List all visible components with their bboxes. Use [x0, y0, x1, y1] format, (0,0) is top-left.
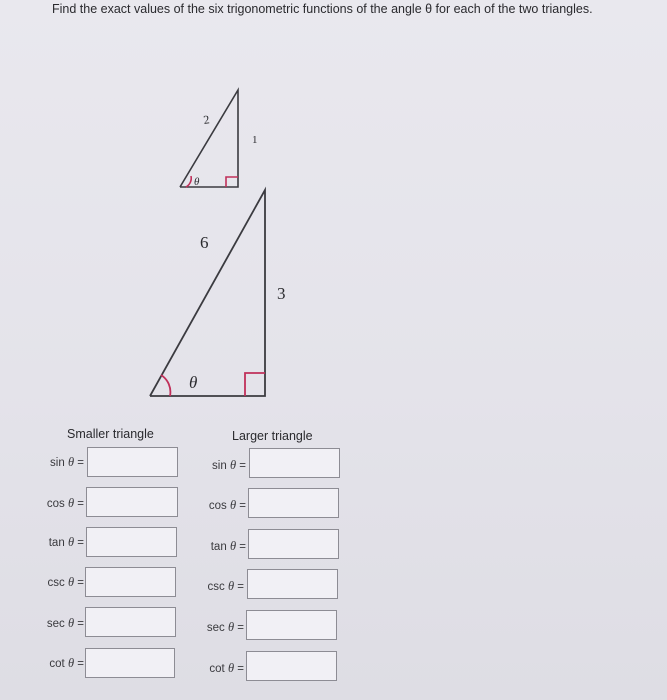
large-cos-label: cos θ =	[208, 498, 246, 512]
small-sec-label: sec θ =	[46, 616, 84, 630]
small-opposite-label: 1	[252, 134, 258, 146]
large-cot-label: cot θ =	[209, 661, 244, 675]
large-hypotenuse-label: 6	[200, 233, 209, 252]
large-sec-input[interactable]	[246, 610, 337, 640]
small-cot-input[interactable]	[85, 648, 175, 678]
small-angle-arc	[186, 176, 191, 187]
small-sin-input[interactable]	[87, 447, 178, 477]
large-angle-label: θ	[189, 373, 198, 392]
large-triangle	[150, 190, 286, 396]
small-angle-label: θ	[194, 176, 200, 188]
small-cos-input[interactable]	[86, 487, 178, 517]
large-cos-input[interactable]	[248, 488, 339, 518]
smaller-triangle-title: Smaller triangle	[67, 427, 154, 441]
small-triangle	[180, 90, 258, 188]
large-right-angle-mark	[245, 373, 265, 396]
small-hypotenuse-label: 2	[202, 112, 211, 127]
small-sec-input[interactable]	[85, 607, 176, 637]
large-sin-label: sin θ =	[212, 458, 246, 472]
large-triangle-outline	[150, 190, 265, 396]
small-cos-label: cos θ =	[46, 496, 84, 510]
small-csc-label: csc θ =	[47, 575, 84, 589]
larger-triangle-title: Larger triangle	[232, 429, 313, 443]
small-csc-input[interactable]	[85, 567, 176, 597]
large-tan-input[interactable]	[248, 529, 339, 559]
large-sin-input[interactable]	[249, 448, 340, 478]
large-opposite-label: 3	[277, 284, 286, 303]
large-csc-input[interactable]	[247, 569, 338, 599]
large-tan-label: tan θ =	[210, 539, 246, 553]
small-cot-label: cot θ =	[49, 656, 84, 670]
small-tan-input[interactable]	[86, 527, 177, 557]
small-tan-label: tan θ =	[48, 535, 84, 549]
large-csc-label: csc θ =	[207, 579, 244, 593]
instructions-text: Find the exact values of the six trigonometric functions of the angle θ for each of the two triangles.	[52, 2, 593, 16]
small-triangle-outline	[180, 90, 238, 187]
large-angle-arc	[161, 375, 170, 396]
small-right-angle-mark	[226, 177, 238, 187]
large-cot-input[interactable]	[246, 651, 337, 681]
large-sec-label: sec θ =	[206, 620, 244, 634]
small-sin-label: sin θ =	[50, 455, 84, 469]
